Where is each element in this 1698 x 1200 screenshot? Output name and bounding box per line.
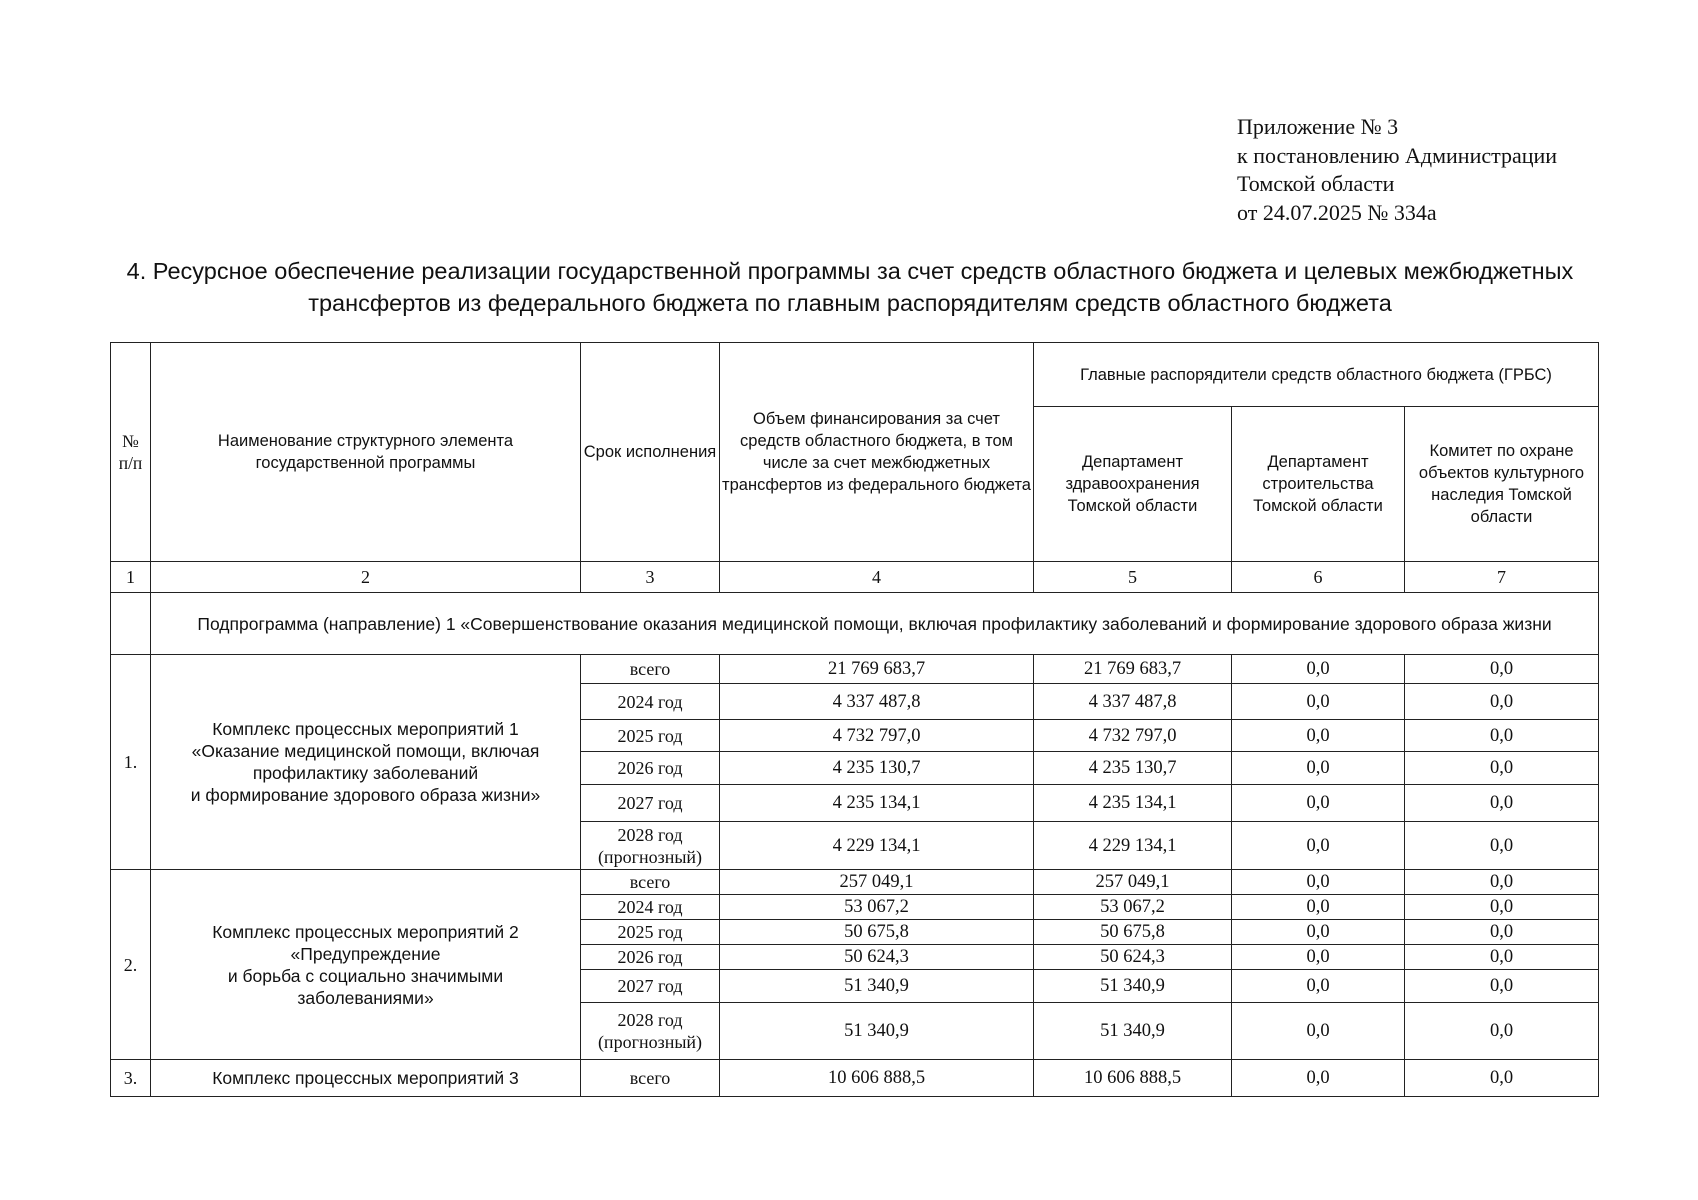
term-line: 2028 год <box>617 824 683 845</box>
grbs3-cell: 0,0 <box>1405 870 1599 895</box>
header-grbs-construction: Департамент строительства Томской области <box>1232 407 1405 562</box>
grbs2-cell: 0,0 <box>1232 684 1405 720</box>
header-volume: Объем финансирования за счет средств областного бюджета, в том числе за счет межбюджетных трансфертов из федерального бюджета <box>720 343 1034 562</box>
grbs2-cell: 0,0 <box>1232 752 1405 785</box>
subprogram-title: Подпрограмма (направление) 1 «Совершенствование оказания медицинской помощи, включая профилактику заболеваний и формирование здорового образа жизни <box>151 593 1599 655</box>
grbs1-cell: 4 337 487,8 <box>1034 684 1232 720</box>
header-grbs: Главные распорядители средств областного бюджета (ГРБС) <box>1034 343 1599 407</box>
term-line: 2028 год <box>617 1010 683 1030</box>
grbs3-cell: 0,0 <box>1405 1003 1599 1060</box>
header-name: Наименование структурного элемента государственной программы <box>151 343 581 562</box>
table-row <box>111 870 1599 895</box>
grbs3-cell: 0,0 <box>1405 920 1599 945</box>
volume-cell: 50 624,3 <box>720 945 1034 970</box>
term-cell: 2027 год <box>581 970 720 1003</box>
grbs2-cell: 0,0 <box>1232 1060 1405 1097</box>
grbs2-cell: 0,0 <box>1232 655 1405 684</box>
element-name <box>151 655 581 870</box>
grbs3-cell: 0,0 <box>1405 785 1599 822</box>
grbs2-cell: 0,0 <box>1232 920 1405 945</box>
volume-cell: 50 675,8 <box>720 920 1034 945</box>
grbs2-cell: 0,0 <box>1232 895 1405 920</box>
column-number-row <box>111 562 1599 593</box>
term-cell: 2027 год <box>581 785 720 822</box>
resource-table <box>110 342 1599 1097</box>
grbs2-cell: 0,0 <box>1232 870 1405 895</box>
table-row <box>111 1060 1599 1097</box>
header-grbs-heritage: Комитет по охране объектов культурного наследия Томской области <box>1405 407 1599 562</box>
page-title <box>100 255 1600 319</box>
term-cell <box>581 822 720 870</box>
volume-cell: 4 235 134,1 <box>720 785 1034 822</box>
grbs1-cell: 4 732 797,0 <box>1034 720 1232 752</box>
header-grbs-health: Департамент здравоохранения Томской области <box>1034 407 1232 562</box>
grbs1-cell: 4 229 134,1 <box>1034 822 1232 870</box>
row-number: 2. <box>111 870 151 1060</box>
element-name-line: «Предупреждение <box>290 943 441 964</box>
row-number: 1. <box>111 655 151 870</box>
col-number: 2 <box>151 562 581 593</box>
grbs1-cell: 51 340,9 <box>1034 970 1232 1003</box>
grbs1-cell: 50 624,3 <box>1034 945 1232 970</box>
volume-cell: 4 229 134,1 <box>720 822 1034 870</box>
term-cell: 2025 год <box>581 720 720 752</box>
volume-cell: 21 769 683,7 <box>720 655 1034 684</box>
grbs1-cell: 50 675,8 <box>1034 920 1232 945</box>
col-number: 1 <box>111 562 151 593</box>
volume-cell: 257 049,1 <box>720 870 1034 895</box>
grbs1-cell: 53 067,2 <box>1034 895 1232 920</box>
grbs2-cell: 0,0 <box>1232 1003 1405 1060</box>
appendix-block <box>1237 113 1557 227</box>
term-cell: 2024 год <box>581 684 720 720</box>
grbs2-cell: 0,0 <box>1232 785 1405 822</box>
grbs1-cell: 21 769 683,7 <box>1034 655 1232 684</box>
appendix-line: Приложение № 3 <box>1237 114 1399 139</box>
grbs3-cell: 0,0 <box>1405 970 1599 1003</box>
element-name-line: Комплекс процессных мероприятий 2 <box>212 921 519 942</box>
volume-cell: 10 606 888,5 <box>720 1060 1034 1097</box>
term-cell: всего <box>581 1060 720 1097</box>
element-name-line: Комплекс процессных мероприятий 1 <box>212 719 519 739</box>
appendix-line: к постановлению Администрации <box>1237 142 1558 168</box>
col-number: 6 <box>1232 562 1405 593</box>
grbs3-cell: 0,0 <box>1405 1060 1599 1097</box>
element-name <box>151 870 581 1060</box>
volume-cell: 51 340,9 <box>720 970 1034 1003</box>
grbs3-cell: 0,0 <box>1405 752 1599 785</box>
term-line: (прогнозный) <box>597 1032 703 1052</box>
term-cell <box>581 1003 720 1060</box>
element-name-line: и формирование здорового образа жизни» <box>190 785 541 805</box>
grbs3-cell: 0,0 <box>1405 895 1599 920</box>
grbs1-cell: 4 235 130,7 <box>1034 752 1232 785</box>
element-name-line: «Оказание медицинской помощи, включая <box>191 741 540 761</box>
grbs1-cell: 257 049,1 <box>1034 870 1232 895</box>
grbs2-cell: 0,0 <box>1232 822 1405 870</box>
grbs1-cell: 10 606 888,5 <box>1034 1060 1232 1097</box>
appendix-line: Томской области <box>1237 171 1395 196</box>
grbs3-cell: 0,0 <box>1405 655 1599 684</box>
header-term: Срок исполнения <box>581 343 720 562</box>
col-number: 4 <box>720 562 1034 593</box>
term-cell: всего <box>581 655 720 684</box>
grbs3-cell: 0,0 <box>1405 822 1599 870</box>
grbs3-cell: 0,0 <box>1405 720 1599 752</box>
grbs3-cell: 0,0 <box>1405 684 1599 720</box>
term-cell: всего <box>581 870 720 895</box>
grbs3-cell: 0,0 <box>1405 945 1599 970</box>
grbs2-cell: 0,0 <box>1232 945 1405 970</box>
term-cell: 2026 год <box>581 945 720 970</box>
term-line: (прогнозный) <box>597 846 703 867</box>
col-number: 3 <box>581 562 720 593</box>
term-cell: 2025 год <box>581 920 720 945</box>
grbs2-cell: 0,0 <box>1232 970 1405 1003</box>
grbs1-cell: 51 340,9 <box>1034 1003 1232 1060</box>
element-name-line: профилактику заболеваний <box>252 763 479 783</box>
row-number: 3. <box>111 1060 151 1097</box>
grbs1-cell: 4 235 134,1 <box>1034 785 1232 822</box>
element-name-line: заболеваниями» <box>297 987 434 1008</box>
appendix-line: от 24.07.2025 № 334а <box>1237 199 1437 225</box>
col-number: 5 <box>1034 562 1232 593</box>
header-num: № п/п <box>111 343 151 562</box>
element-name-line: и борьба с социально значимыми <box>227 965 504 986</box>
table-row <box>111 655 1599 684</box>
volume-cell: 4 337 487,8 <box>720 684 1034 720</box>
volume-cell: 4 235 130,7 <box>720 752 1034 785</box>
grbs2-cell: 0,0 <box>1232 720 1405 752</box>
volume-cell: 51 340,9 <box>720 1003 1034 1060</box>
volume-cell: 4 732 797,0 <box>720 720 1034 752</box>
volume-cell: 53 067,2 <box>720 895 1034 920</box>
term-cell: 2026 год <box>581 752 720 785</box>
element-name-line: Комплекс процессных мероприятий 3 <box>212 1068 519 1088</box>
term-cell: 2024 год <box>581 895 720 920</box>
col-number: 7 <box>1405 562 1599 593</box>
title-line: 4. Ресурсное обеспечение реализации государственной программы за счет средств областного бюджета и целевых межбюджетных <box>126 258 1574 284</box>
title-line: трансфертов из федерального бюджета по главным распорядителям средств областного бюджета <box>308 290 1392 316</box>
element-name <box>151 1060 581 1097</box>
